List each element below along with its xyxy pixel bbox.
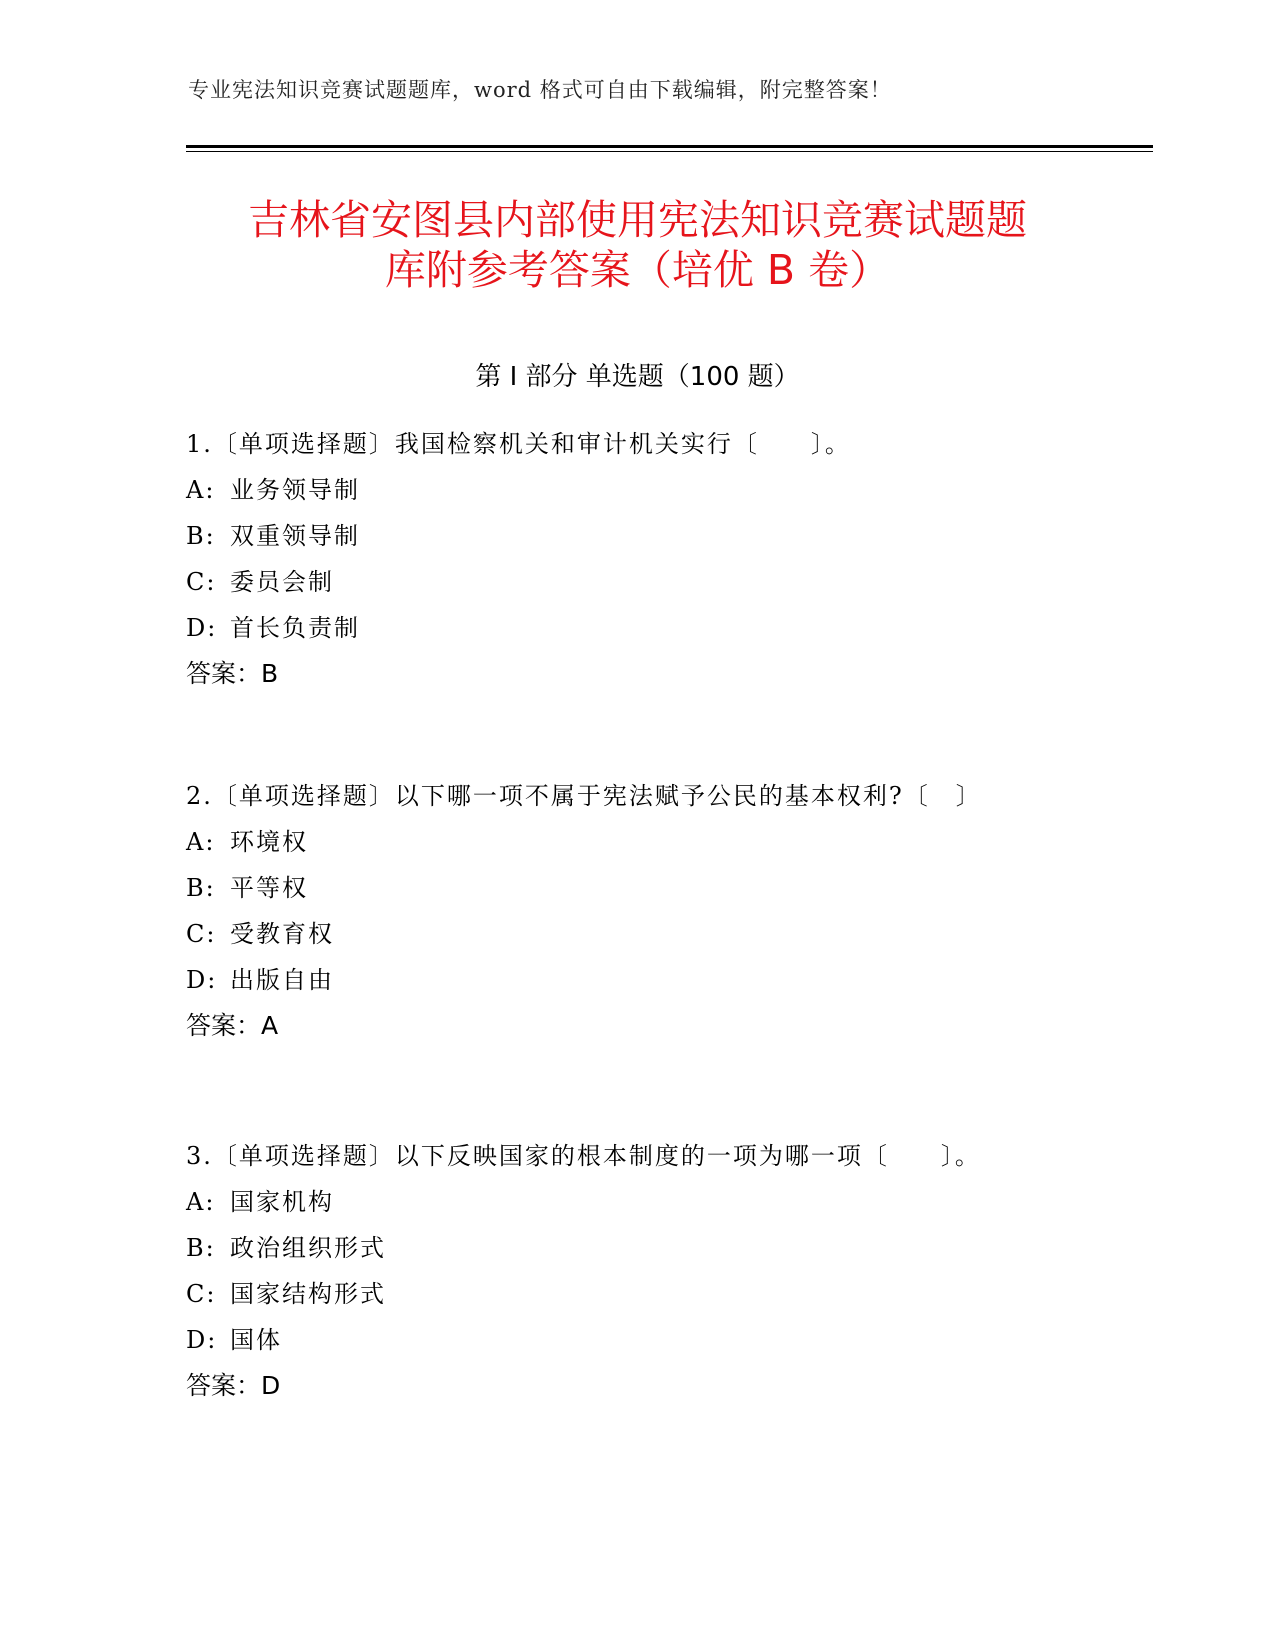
option-label: B: <box>186 1234 216 1262</box>
option-label: D: <box>186 614 218 642</box>
option-text: 首长负责制 <box>230 614 360 642</box>
answer: 答案：D <box>186 1371 281 1400</box>
option-b <box>186 1225 1126 1271</box>
option-text: 受教育权 <box>230 920 334 948</box>
option-label: B: <box>186 874 216 902</box>
option-label: C: <box>186 920 217 948</box>
option-c <box>186 559 1126 605</box>
option-label: A: <box>186 828 216 856</box>
option-text: 政治组织形式 <box>230 1234 386 1262</box>
header-divider-thick <box>186 145 1153 148</box>
option-text: 平等权 <box>230 874 308 902</box>
document-title <box>150 195 1125 295</box>
header-divider-thin <box>186 151 1153 152</box>
option-c <box>186 1271 1126 1317</box>
section-title: 第 I 部分 单选题（100 题） <box>475 362 800 392</box>
answer: 答案：B <box>186 659 279 688</box>
option-label: C: <box>186 568 217 596</box>
question-stem: 1.〔单项选择题〕我国检察机关和审计机关实行〔 〕。 <box>186 430 851 458</box>
option-label: A: <box>186 476 216 504</box>
document-title-line-1: 吉林省安图县内部使用宪法知识竞赛试题题 <box>248 196 1027 244</box>
option-label: A: <box>186 1188 216 1216</box>
option-text: 委员会制 <box>230 568 334 596</box>
answer: 答案：A <box>186 1011 279 1040</box>
option-text: 国体 <box>230 1326 282 1354</box>
option-c <box>186 911 1126 957</box>
option-text: 国家机构 <box>230 1188 334 1216</box>
option-text: 业务领导制 <box>230 476 360 504</box>
option-b <box>186 513 1126 559</box>
option-text: 国家结构形式 <box>230 1280 386 1308</box>
option-label: B: <box>186 522 216 550</box>
question-3 <box>186 1133 1126 1409</box>
header-note: 专业宪法知识竞赛试题题库，word 格式可自由下载编辑，附完整答案！ <box>188 78 892 102</box>
option-label: D: <box>186 1326 218 1354</box>
option-a <box>186 467 1126 513</box>
option-d <box>186 957 1126 1003</box>
question-stem: 3.〔单项选择题〕以下反映国家的根本制度的一项为哪一项〔 〕。 <box>186 1142 981 1170</box>
option-label: C: <box>186 1280 217 1308</box>
question-1 <box>186 421 1126 697</box>
option-text: 出版自由 <box>230 966 334 994</box>
option-label: D: <box>186 966 218 994</box>
option-text: 环境权 <box>230 828 308 856</box>
option-d <box>186 1317 1126 1363</box>
option-a <box>186 819 1126 865</box>
question-2 <box>186 773 1126 1049</box>
option-text: 双重领导制 <box>230 522 360 550</box>
question-stem: 2.〔单项选择题〕以下哪一项不属于宪法赋予公民的基本权利?〔 〕 <box>186 782 982 810</box>
option-d <box>186 605 1126 651</box>
option-b <box>186 865 1126 911</box>
option-a <box>186 1179 1126 1225</box>
document-title-line-2: 库附参考答案（培优 B 卷） <box>384 246 891 294</box>
